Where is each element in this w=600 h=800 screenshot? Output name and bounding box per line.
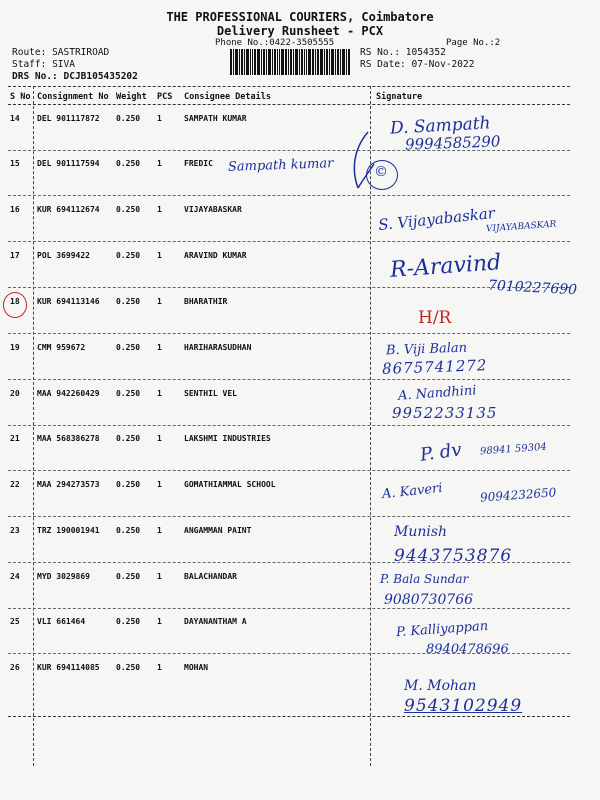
row-pcs: 1 bbox=[157, 572, 162, 581]
signature-phone: 8675741272 bbox=[381, 356, 488, 378]
column-header-signature: Signature bbox=[376, 92, 423, 102]
phone-number: 0422-3505555 bbox=[269, 38, 335, 48]
row-consignment: VLI 661464 bbox=[37, 617, 86, 626]
row-consignment: KUR 694114085 bbox=[37, 663, 100, 672]
row-pcs: 1 bbox=[157, 159, 162, 168]
column-header-pcs: PCS bbox=[157, 92, 173, 102]
phone-line bbox=[215, 38, 334, 48]
signature-stamp-mark: © bbox=[374, 164, 388, 180]
drs-value: DCJB105435202 bbox=[63, 71, 138, 82]
staff-label: Staff: bbox=[12, 59, 47, 70]
row-sno: 24 bbox=[10, 572, 20, 581]
row-weight: 0.250 bbox=[116, 297, 141, 306]
row-consignment: TRZ 190001941 bbox=[37, 526, 100, 535]
column-header-sno: S No bbox=[10, 92, 31, 102]
route-field bbox=[12, 47, 109, 58]
barcode bbox=[230, 49, 350, 75]
row-pcs: 1 bbox=[157, 617, 162, 626]
row-weight: 0.250 bbox=[116, 114, 141, 123]
row-sno: 25 bbox=[10, 617, 20, 626]
signature-text: Munish bbox=[394, 524, 448, 540]
signature-phone: 8940478696 bbox=[426, 642, 509, 657]
rs-date-field bbox=[360, 59, 474, 70]
table-row bbox=[0, 295, 600, 341]
row-weight: 0.250 bbox=[116, 434, 141, 443]
row-consignee: ANGAMMAN PAINT bbox=[184, 526, 252, 535]
table-row bbox=[0, 570, 600, 616]
row-consignee: BALACHANDAR bbox=[184, 572, 237, 581]
row-pcs: 1 bbox=[157, 434, 162, 443]
rs-date-label: RS Date: bbox=[360, 59, 406, 70]
column-header-consignee: Consignee Details bbox=[184, 92, 271, 102]
rs-number-label: RS No.: bbox=[360, 47, 401, 58]
row-consignee: DAYANANTHAM A bbox=[184, 617, 247, 626]
row-pcs: 1 bbox=[157, 480, 162, 489]
row-weight: 0.250 bbox=[116, 205, 141, 214]
signature-phone: 9443753876 bbox=[394, 546, 513, 566]
row-divider bbox=[8, 287, 570, 288]
signature-text: P. Kalliyappan bbox=[395, 618, 489, 641]
signature-text: P. Bala Sundar bbox=[380, 572, 469, 586]
header-top-rule bbox=[8, 86, 570, 87]
signature-text: R-Aravind bbox=[389, 250, 502, 283]
row-sno: 14 bbox=[10, 114, 20, 123]
staff-value: SIVA bbox=[52, 59, 75, 70]
row-consignment: MAA 942260429 bbox=[37, 389, 100, 398]
page-value: 2 bbox=[494, 38, 501, 48]
signature-text: A. Nandhini bbox=[397, 383, 477, 404]
row-weight: 0.250 bbox=[116, 617, 141, 626]
drs-field bbox=[12, 71, 138, 82]
row-consignee: SAMPATH KUMAR bbox=[184, 114, 247, 123]
table-row bbox=[0, 387, 600, 433]
column-header-weight: Weight bbox=[116, 92, 147, 102]
row-pcs: 1 bbox=[157, 526, 162, 535]
row-weight: 0.250 bbox=[116, 159, 141, 168]
signature-text: M. Mohan bbox=[404, 678, 477, 694]
signature-phone: 7010227690 bbox=[487, 277, 578, 299]
signature-text: P. dv bbox=[418, 439, 463, 466]
page-number bbox=[446, 38, 500, 48]
row-consignee: ARAVIND KUMAR bbox=[184, 251, 247, 260]
row-consignee: VIJAYABASKAR bbox=[184, 205, 242, 214]
rs-date-value: 07-Nov-2022 bbox=[411, 59, 475, 70]
row-divider bbox=[8, 516, 570, 517]
row-consignment: DEL 901117872 bbox=[37, 114, 100, 123]
row-pcs: 1 bbox=[157, 297, 162, 306]
row-sno: 20 bbox=[10, 389, 20, 398]
row-divider bbox=[8, 333, 570, 334]
signature-phone: 9080730766 bbox=[384, 592, 474, 608]
row-divider bbox=[8, 608, 570, 609]
row-pcs: 1 bbox=[157, 205, 162, 214]
row-sno: 26 bbox=[10, 663, 20, 672]
row-pcs: 1 bbox=[157, 663, 162, 672]
row-consignee: MOHAN bbox=[184, 663, 209, 672]
signature-phone: 98941 59304 bbox=[479, 441, 548, 458]
row-consignee: FREDIC bbox=[184, 159, 213, 168]
row-consignment: MAA 294273573 bbox=[37, 480, 100, 489]
staff-field bbox=[12, 59, 75, 70]
signature-text: A. Kaveri bbox=[381, 480, 444, 503]
table-bottom-rule bbox=[8, 716, 570, 717]
handwritten-note: Sampath kumar bbox=[227, 156, 334, 175]
company-title: THE PROFESSIONAL COURIERS, Coimbatore bbox=[166, 10, 434, 24]
row-consignment: MYD 3029869 bbox=[37, 572, 90, 581]
row-consignee: SENTHIL VEL bbox=[184, 389, 237, 398]
signature-text: D. Sampath bbox=[389, 113, 491, 139]
drs-label: DRS No.: bbox=[12, 71, 58, 82]
signature-text: S. Vijayabaskar bbox=[377, 203, 496, 235]
signature-phone: 9994585290 bbox=[404, 132, 501, 154]
sheet-title: Delivery Runsheet - PCX bbox=[216, 24, 384, 38]
row-pcs: 1 bbox=[157, 389, 162, 398]
row-sno: 19 bbox=[10, 343, 20, 352]
row-sno: 17 bbox=[10, 251, 20, 260]
row-pcs: 1 bbox=[157, 251, 162, 260]
row-consignee: BHARATHIR bbox=[184, 297, 228, 306]
row-consignment: KUR 694113146 bbox=[37, 297, 100, 306]
row-sno: 21 bbox=[10, 434, 20, 443]
column-header-consignment: Consignment No bbox=[37, 92, 109, 102]
row-weight: 0.250 bbox=[116, 663, 141, 672]
signature-phone: 9952233135 bbox=[392, 404, 498, 422]
rs-number-field bbox=[360, 47, 446, 58]
row-weight: 0.250 bbox=[116, 343, 141, 352]
route-label: Route: bbox=[12, 47, 47, 58]
signature-mark: H/R bbox=[418, 308, 452, 328]
row-sno: 23 bbox=[10, 526, 20, 535]
route-value: SASTRIROAD bbox=[52, 47, 110, 58]
row-divider bbox=[8, 470, 570, 471]
signature-phone: 9094232650 bbox=[479, 485, 557, 505]
row-sno: 16 bbox=[10, 205, 20, 214]
row-pcs: 1 bbox=[157, 114, 162, 123]
row-consignee: GOMATHIAMMAL SCHOOL bbox=[184, 480, 276, 489]
row-consignee: LAKSHMI INDUSTRIES bbox=[184, 434, 271, 443]
row-highlight-circle bbox=[3, 292, 27, 318]
page-label: Page No.: bbox=[446, 38, 495, 48]
row-weight: 0.250 bbox=[116, 572, 141, 581]
row-consignment: MAA 568386278 bbox=[37, 434, 100, 443]
row-sno: 15 bbox=[10, 159, 20, 168]
row-consignment: KUR 694112674 bbox=[37, 205, 100, 214]
row-consignee: HARIHARASUDHAN bbox=[184, 343, 252, 352]
row-weight: 0.250 bbox=[116, 480, 141, 489]
row-consignment: DEL 901117594 bbox=[37, 159, 100, 168]
row-divider bbox=[8, 425, 570, 426]
row-divider bbox=[8, 241, 570, 242]
signature-caps: VIJAYABASKAR bbox=[485, 219, 557, 235]
table-row bbox=[0, 341, 600, 387]
row-weight: 0.250 bbox=[116, 251, 141, 260]
header-bottom-rule bbox=[8, 104, 570, 105]
row-divider bbox=[8, 379, 570, 380]
row-pcs: 1 bbox=[157, 343, 162, 352]
table-row bbox=[0, 112, 600, 158]
row-weight: 0.250 bbox=[116, 389, 141, 398]
rs-number-value: 1054352 bbox=[405, 47, 446, 58]
row-weight: 0.250 bbox=[116, 526, 141, 535]
table-row bbox=[0, 615, 600, 661]
row-sno: 22 bbox=[10, 480, 20, 489]
signature-text: B. Viji Balan bbox=[385, 340, 468, 359]
signature-phone: 9543102949 bbox=[404, 696, 523, 716]
row-consignment: CMM 959672 bbox=[37, 343, 86, 352]
phone-label: Phone No.: bbox=[215, 38, 270, 48]
row-consignment: POL 3699422 bbox=[37, 251, 90, 260]
row-divider bbox=[8, 195, 570, 196]
row-sno: 18 bbox=[10, 297, 20, 306]
